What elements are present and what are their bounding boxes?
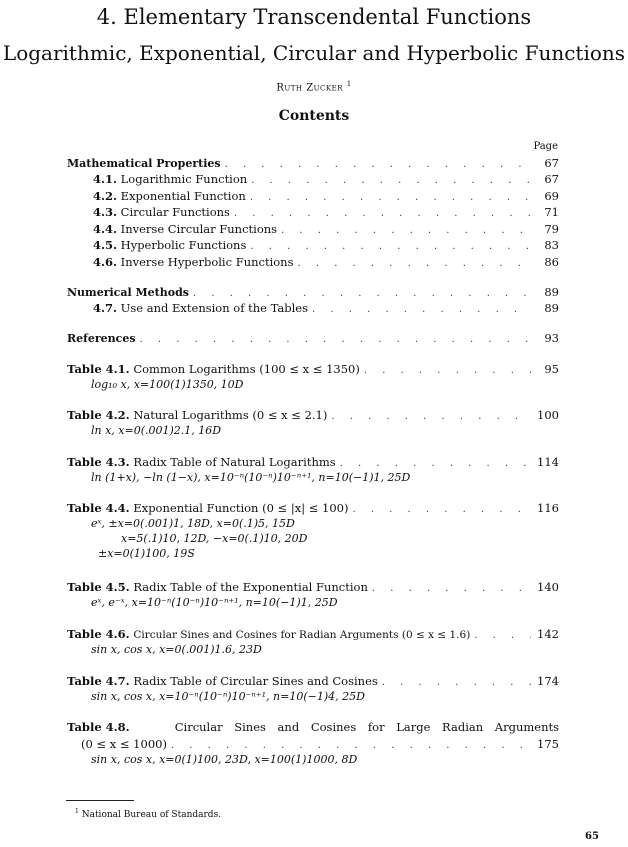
leader-dots [251,173,531,188]
contents-heading: Contents [278,108,350,124]
leader-dots [340,456,531,471]
toc-entry-math-properties[interactable] [67,156,559,171]
leader-dots [364,363,531,378]
toc-label: Inverse Circular Functions [120,222,278,236]
toc-page: 89 [544,301,559,315]
section-number: 4.3. [93,205,118,219]
toc-page: 67 [544,156,559,170]
leader-dots [474,628,531,643]
table-detail: log₁₀ x, x=100(1)1350, 10D [91,378,244,391]
table-number: Table 4.7. [67,674,130,688]
toc-label: Inverse Hyperbolic Functions [120,255,294,269]
leader-dots [382,675,531,690]
toc-entry-4-2[interactable] [93,189,559,204]
toc-label: References [67,332,136,345]
table-number: Table 4.6. [67,627,130,641]
table-detail: eˣ, e⁻ˣ, x=10⁻ⁿ(10⁻ⁿ)10⁻ⁿ⁺¹, n=10(−1)1, 25D [91,596,338,609]
toc-label: Natural Logarithms (0 ≤ x ≤ 2.1) [133,408,328,422]
toc-page: 93 [544,331,559,345]
toc-entry-table-4-3[interactable] [67,455,559,470]
section-number: 4.6. [93,255,118,269]
toc-label: Use and Extension of the Tables [120,301,308,315]
toc-entry-table-4-2[interactable] [67,408,559,423]
toc-page: 83 [544,238,559,252]
toc-label: Radix Table of Natural Logarithms [133,455,336,469]
leader-dots [171,738,531,753]
toc-entry-4-1[interactable] [93,172,559,187]
section-number: 4.4. [93,222,118,236]
leader-dots [372,581,531,596]
leader-dots [250,239,531,254]
toc-entry-4-6[interactable] [93,255,559,270]
table-number: Table 4.8. [67,720,130,734]
table-detail: sin x, cos x, x=10⁻ⁿ(10⁻ⁿ)10⁻ⁿ⁺¹, n=10(−1)4, 25D [91,690,365,703]
toc-entry-4-5[interactable] [93,238,559,253]
table-detail: sin x, cos x, x=0(.001)1.6, 23D [91,643,262,656]
toc-label: Circular Sines and Cosines for Radian Arguments (0 ≤ x ≤ 1.6) [133,629,471,641]
toc-label: Circular Functions [120,205,230,219]
toc-label: Radix Table of the Exponential Function [133,580,368,594]
leader-dots [225,157,531,172]
footnote-rule [66,800,134,801]
leader-dots [352,502,531,517]
toc-entry-4-3[interactable] [93,205,559,220]
toc-entry-table-4-7[interactable] [67,674,559,689]
toc-page: 100 [537,408,559,422]
footnote-mark: 1 [346,80,352,88]
footnote-text: National Bureau of Standards. [81,810,222,820]
toc-page: 175 [537,737,559,751]
toc-page: 89 [544,285,559,299]
leader-dots [140,332,531,347]
toc-page: 174 [537,674,559,688]
toc-page: 71 [544,205,559,219]
toc-label: Radix Table of Circular Sines and Cosines [133,674,378,688]
toc-label: Common Logarithms (100 ≤ x ≤ 1350) [133,362,360,376]
toc-label: Exponential Function [120,189,246,203]
chapter-title: 4. Elementary Transcendental Functions [96,5,532,29]
toc-page: 140 [537,580,559,594]
leader-dots [297,256,531,271]
toc-label: Hyperbolic Functions [120,238,247,252]
toc-label: Numerical Methods [67,286,189,299]
toc-page: 142 [537,627,559,641]
table-number: Table 4.5. [67,580,130,594]
toc-entry-table-4-5[interactable] [67,580,559,595]
toc-page: 69 [544,189,559,203]
page-column-label: Page [533,141,558,152]
toc-entry-table-4-8-cont[interactable] [81,737,559,752]
leader-dots [281,223,531,238]
toc-label: Mathematical Properties [67,157,221,170]
author-name: Ruth Zucker [276,82,344,94]
table-number: Table 4.3. [67,455,130,469]
footnote-mark: 1 [75,808,79,815]
toc-entry-4-4[interactable] [93,222,559,237]
page-number: 65 [585,831,599,842]
toc-page: 86 [544,255,559,269]
section-number: 4.5. [93,238,118,252]
table-detail: ln (1+x), −ln (1−x), x=10⁻ⁿ(10⁻ⁿ)10⁻ⁿ⁺¹, n=10(−1)1, 25D [91,471,411,484]
chapter-subtitle: Logarithmic, Exponential, Circular and Hyperbolic Functions [2,41,626,65]
toc-entry-table-4-6[interactable] [67,627,559,642]
table-number: Table 4.4. [67,501,130,515]
toc-page: 67 [544,172,559,186]
toc-entry-table-4-1[interactable] [67,362,559,377]
toc-entry-4-7[interactable] [93,301,559,316]
section-number: 4.1. [93,172,118,186]
author [0,80,628,93]
section-number: 4.7. [93,301,118,315]
table-detail: eˣ, ±x=0(.001)1, 18D, x=0(.1)5, 15D [91,517,295,530]
footnote [75,808,221,820]
leader-dots [250,190,531,205]
table-detail: x=5(.1)10, 12D, −x=0(.1)10, 20D [121,532,308,545]
leader-dots [312,302,531,317]
leader-dots [193,286,531,301]
toc-page: 79 [544,222,559,236]
leader-dots [234,206,531,221]
toc-page: 114 [537,455,559,469]
table-detail: sin x, cos x, x=0(1)100, 23D, x=100(1)1000, 8D [91,753,358,766]
toc-label: Exponential Function (0 ≤ |x| ≤ 100) [133,501,349,515]
toc-page: 116 [537,501,559,515]
table-number: Table 4.2. [67,408,130,422]
table-number: Table 4.1. [67,362,130,376]
leader-dots [331,409,531,424]
toc-page: 95 [544,362,559,376]
table-detail: ln x, x=0(.001)2.1, 16D [91,424,222,437]
section-number: 4.2. [93,189,118,203]
toc-entry-numerical-methods[interactable] [67,285,559,300]
toc-entry-table-4-8[interactable] [67,720,559,735]
toc-entry-table-4-4[interactable] [67,501,559,516]
toc-label: Circular Sines and Cosines for Large Radian Arguments [174,720,559,734]
toc-label-continued: (0 ≤ x ≤ 1000) [81,737,167,751]
table-detail: ±x=0(1)100, 19S [98,547,195,560]
toc-label: Logarithmic Function [120,172,248,186]
toc-entry-references[interactable] [67,331,559,346]
